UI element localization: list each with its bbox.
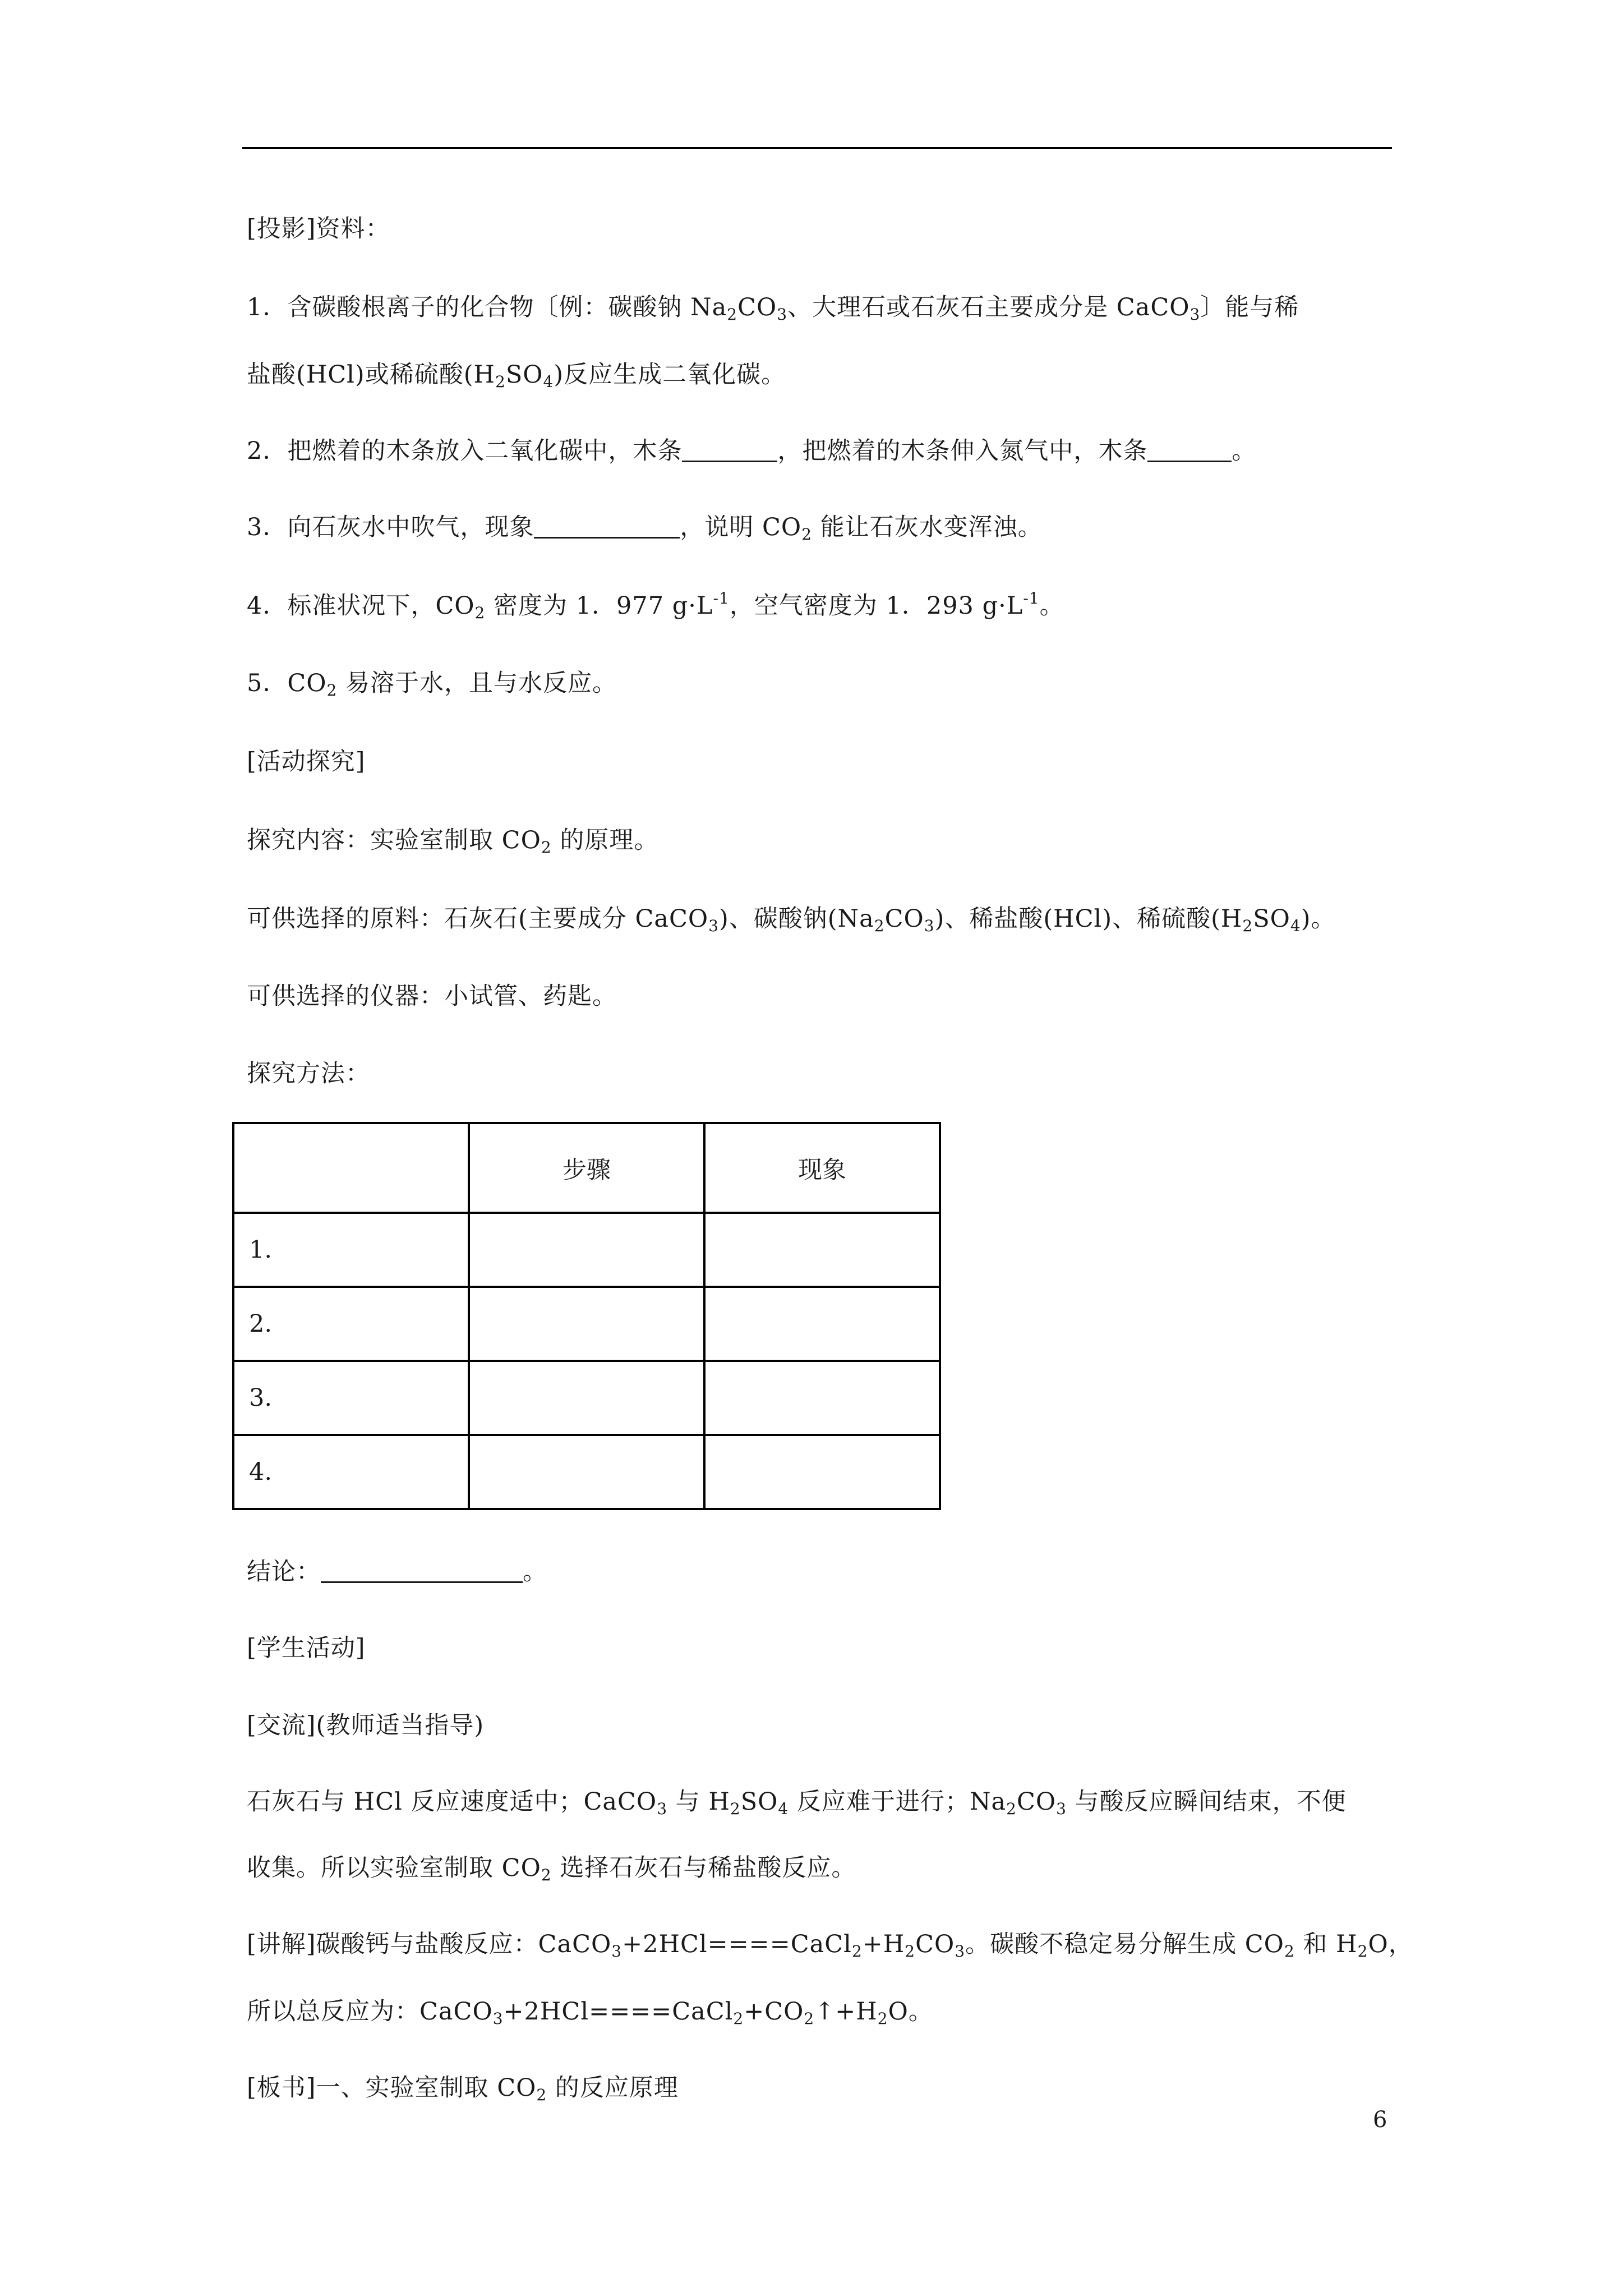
text-line: 3．向石灰水中吹气，现象 ，说明 $CO_2$ 能让石灰水变浑浊。 [247, 513, 1043, 544]
text-line: [活动探究] [247, 748, 366, 776]
table-row [233, 1287, 940, 1361]
text-line: [板书]一、实验室制取 $CO_2$ 的反应原理 [247, 2074, 679, 2104]
text-line: 2．把燃着的木条放入二氧化碳中，木条 ，把燃着的木条伸入氮气中，木条 。 [247, 437, 1257, 465]
experiment-table [232, 1122, 941, 1510]
text-line: 可供选择的仪器：小试管、药匙。 [247, 982, 617, 1010]
table-cell [704, 1213, 940, 1287]
table-header-cell: 现象 [704, 1123, 940, 1213]
text-line: 石灰石与 HCl 反应速度适中；CaCO$_3$ 与 $H_2SO_4$ 反应难于进行；$Na_2CO_3$ 与酸反应瞬间结束，不便 [247, 1788, 1347, 1818]
text-line: [讲解]碳酸钙与盐酸反应：$CaCO_3+2HCl====CaCl_2+H_2CO_3$。碳酸不稳定易分解生成 $CO_2$ 和 $H_2O$， [247, 1930, 1413, 1961]
table-row [233, 1361, 940, 1435]
table-cell: 4. [233, 1435, 469, 1509]
text-line: 4．标准状况下，$CO_2$ 密度为 1．977 $g\cdot L^{-1}$，空气密度为 1．293 $g\cdot L^{-1}$。 [247, 589, 1064, 622]
table-cell [469, 1361, 704, 1435]
answer-blank[interactable] [321, 1557, 523, 1583]
text-line: [学生活动] [247, 1634, 366, 1662]
table-header-cell: 步骤 [469, 1123, 704, 1213]
table-cell [704, 1435, 940, 1509]
text-line: 结论： 。 [247, 1558, 547, 1586]
table-cell: 3. [233, 1361, 469, 1435]
text-line: 所以总反应为：$CaCO_3+2HCl====CaCl_2+CO_2↑+H_2O$。 [247, 1998, 933, 2028]
table-cell [704, 1287, 940, 1361]
table-cell: 1. [233, 1213, 469, 1287]
table-cell [704, 1361, 940, 1435]
table-header-row [233, 1123, 940, 1213]
text-line: 探究内容：实验室制取 $CO_2$ 的原理。 [247, 826, 659, 857]
table-cell: 2. [233, 1287, 469, 1361]
header-rule [242, 147, 1392, 149]
table-cell [469, 1287, 704, 1361]
text-line: [交流](教师适当指导) [247, 1711, 485, 1740]
table-row [233, 1435, 940, 1509]
text-line: 1．含碳酸根离子的化合物〔例：碳酸钠 $Na_2CO_3$、大理石或石灰石主要成分是 CaCO$_3$〕能与稀 [247, 293, 1299, 324]
table-row [233, 1213, 940, 1287]
text-line: 盐酸(HCl)或稀硫酸$(H_2SO_4)$反应生成二氧化碳。 [247, 361, 786, 391]
text-line: 收集。所以实验室制取 $CO_2$ 选择石灰石与稀盐酸反应。 [247, 1854, 856, 1884]
text-line: 探究方法： [247, 1060, 370, 1088]
text-line: 5．$CO_2$ 易溶于水，且与水反应。 [247, 669, 617, 700]
table-cell [469, 1435, 704, 1509]
text-line: [投影]资料： [247, 215, 390, 243]
answer-blank[interactable] [682, 436, 777, 462]
answer-blank[interactable] [534, 512, 680, 539]
table-cell [469, 1213, 704, 1287]
text-line: 可供选择的原料：石灰石(主要成分 CaCO$_3$)、碳酸钠$(Na_2CO_3)$、稀盐酸(HCl)、稀硫酸$(H_2SO_4)$。 [247, 905, 1336, 935]
table-header-cell [233, 1123, 469, 1213]
page-number: 6 [1373, 2107, 1387, 2133]
answer-blank[interactable] [1147, 436, 1232, 462]
